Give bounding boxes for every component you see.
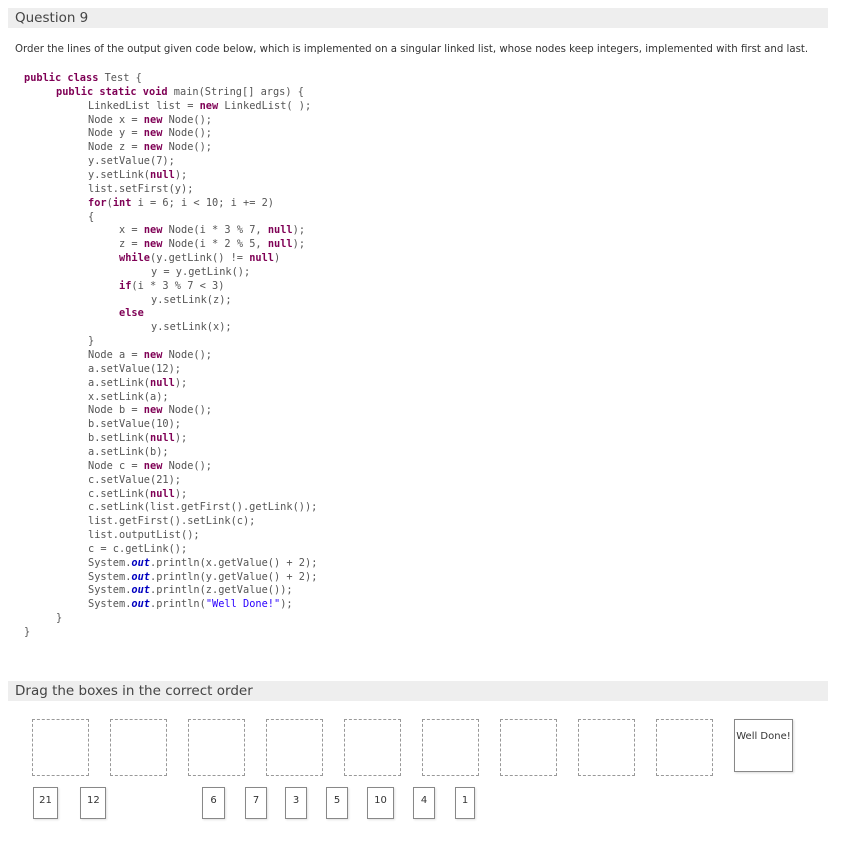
- drag-tile-label: Well Done!: [736, 731, 791, 742]
- drop-slot[interactable]: [110, 719, 167, 776]
- code-line: [119, 279, 224, 293]
- code-token: (: [106, 196, 113, 209]
- code-token: new: [199, 99, 225, 112]
- code-line: [88, 431, 187, 445]
- code-token: ): [274, 252, 281, 265]
- code-token: }: [24, 626, 31, 638]
- drop-slot[interactable]: [500, 719, 557, 776]
- code-token: );: [292, 238, 306, 251]
- code-token: );: [280, 598, 293, 611]
- drag-tile[interactable]: [33, 787, 58, 819]
- drag-tile[interactable]: [413, 787, 435, 819]
- code-token: c.setLink(: [88, 487, 150, 500]
- code-token: "Well Done!": [205, 598, 281, 611]
- code-line: [88, 417, 181, 431]
- code-token: Node(i * 2 % 5,: [168, 238, 268, 251]
- drop-slot[interactable]: [32, 719, 89, 776]
- code-line: [88, 196, 274, 210]
- code-token: int: [112, 196, 138, 209]
- code-token: new: [143, 459, 169, 472]
- drag-tile[interactable]: [202, 787, 225, 819]
- code-token: .println(z.getValue());: [150, 584, 293, 597]
- code-token: c.setValue(21);: [88, 473, 181, 486]
- code-token: System.: [88, 598, 132, 611]
- code-token: );: [174, 432, 188, 445]
- code-token: out: [131, 570, 151, 583]
- code-token: c.setLink(list.getFirst().getLink());: [88, 501, 318, 514]
- code-token: if: [119, 279, 132, 292]
- code-token: Node();: [168, 141, 213, 154]
- code-token: (y.getLink() !=: [150, 252, 250, 265]
- code-token: for: [88, 196, 107, 209]
- code-line: [119, 251, 280, 265]
- code-token: new: [143, 141, 169, 154]
- code-token: public class: [24, 72, 105, 84]
- code-token: y = y.getLink();: [151, 265, 251, 278]
- code-token: y.setLink(x);: [151, 321, 232, 334]
- code-token: b.setLink(: [88, 432, 150, 445]
- code-token: Node b =: [88, 404, 144, 417]
- drag-tile-well-done[interactable]: [734, 719, 793, 772]
- code-token: else: [119, 307, 144, 320]
- code-line: [24, 71, 142, 85]
- code-token: new: [143, 127, 169, 140]
- code-token: new: [143, 224, 169, 237]
- code-token: Node(i * 3 % 7,: [168, 224, 268, 237]
- code-line: [88, 362, 181, 376]
- question-title: Question 9: [15, 10, 89, 26]
- code-token: out: [131, 556, 151, 569]
- drag-tile-label: 4: [420, 795, 428, 806]
- code-token: new: [143, 113, 169, 126]
- code-token: null: [150, 487, 175, 500]
- drag-tile-label: 12: [87, 795, 100, 806]
- drop-slot[interactable]: [344, 719, 401, 776]
- code-token: }: [88, 335, 95, 348]
- code-line: [56, 611, 62, 625]
- drag-tile-label: 7: [252, 795, 260, 806]
- code-line: [56, 85, 304, 99]
- code-token: out: [131, 584, 151, 597]
- code-line: [88, 528, 200, 542]
- code-line: [88, 500, 317, 514]
- code-token: list.setFirst(y);: [88, 182, 194, 195]
- code-token: new: [143, 238, 169, 251]
- drag-section-header: [8, 681, 828, 701]
- code-line: [88, 154, 175, 168]
- code-token: while: [119, 252, 150, 265]
- code-token: .println(: [150, 598, 206, 611]
- code-token: );: [174, 487, 188, 500]
- code-line: [24, 625, 30, 639]
- code-token: LinkedList( );: [224, 99, 312, 112]
- code-token: y.setLink(: [88, 168, 150, 181]
- code-token: );: [174, 168, 188, 181]
- code-line: [88, 182, 193, 196]
- code-token: main(String[] args) {: [173, 85, 304, 98]
- code-token: y.setValue(7);: [88, 155, 175, 168]
- code-token: new: [143, 404, 169, 417]
- code-line: [88, 376, 187, 390]
- code-token: list.outputList();: [88, 529, 200, 542]
- code-line: [88, 487, 187, 501]
- code-line: [88, 210, 94, 224]
- code-token: System.: [88, 556, 132, 569]
- code-token: null: [150, 168, 175, 181]
- code-token: .println(x.getValue() + 2);: [150, 556, 318, 569]
- drop-slot[interactable]: [188, 719, 245, 776]
- code-token: Node();: [168, 459, 213, 472]
- drag-tile[interactable]: [326, 787, 348, 819]
- code-line: [88, 556, 317, 570]
- code-token: null: [267, 238, 293, 251]
- code-token: .println(y.getValue() + 2);: [150, 570, 318, 583]
- code-token: a.setLink(: [88, 376, 150, 389]
- code-token: i = 6; i < 10; i += 2): [137, 196, 275, 209]
- code-line: [88, 583, 293, 597]
- code-token: Node a =: [88, 349, 144, 361]
- code-line: [88, 473, 181, 487]
- drag-tile[interactable]: [455, 787, 475, 819]
- code-token: null: [150, 432, 175, 445]
- code-token: Node();: [168, 113, 213, 126]
- code-token: (i * 3 % 7 < 3): [131, 279, 225, 292]
- drag-tile-label: 10: [374, 795, 387, 806]
- code-line: [88, 348, 212, 362]
- code-line: [119, 223, 305, 237]
- code-token: c = c.getLink();: [88, 542, 188, 555]
- code-line: [119, 237, 305, 251]
- code-token: );: [174, 376, 188, 389]
- drop-slot[interactable]: [422, 719, 479, 776]
- drag-tile[interactable]: [285, 787, 307, 819]
- drag-tile[interactable]: [367, 787, 394, 819]
- code-token: out: [131, 598, 151, 611]
- code-token: b.setValue(10);: [88, 418, 181, 431]
- code-line: [119, 306, 144, 320]
- code-token: System.: [88, 570, 132, 583]
- code-line: [88, 597, 293, 611]
- code-line: [88, 459, 212, 473]
- code-line: [88, 99, 311, 113]
- drag-instructions: Drag the boxes in the correct order: [15, 683, 253, 699]
- code-line: [88, 113, 212, 127]
- code-token: System.: [88, 584, 132, 597]
- drag-tile-label: 21: [39, 795, 52, 806]
- drop-slot[interactable]: [266, 719, 323, 776]
- code-line: [88, 168, 187, 182]
- code-token: public static void: [56, 85, 174, 98]
- drag-tile[interactable]: [245, 787, 267, 819]
- code-token: null: [249, 252, 275, 265]
- code-line: [88, 403, 212, 417]
- code-line: [88, 570, 317, 584]
- code-line: [151, 265, 250, 279]
- code-token: }: [56, 612, 63, 625]
- code-token: {: [88, 210, 95, 223]
- code-token: Node();: [168, 349, 213, 361]
- code-line: [88, 126, 212, 140]
- question-prompt: Order the lines of the output given code below, which is implemented on a singular linked list, whose nodes keep integers, implemented with first and last.: [15, 44, 809, 55]
- code-token: z =: [119, 238, 144, 251]
- code-token: null: [267, 224, 293, 237]
- code-token: null: [150, 376, 175, 389]
- code-line: [88, 445, 169, 459]
- code-line: [88, 334, 94, 348]
- code-line: [88, 542, 187, 556]
- drag-tile[interactable]: [80, 787, 106, 819]
- drop-slot[interactable]: [656, 719, 713, 776]
- code-token: Node c =: [88, 459, 144, 472]
- code-token: x =: [119, 224, 144, 237]
- drag-tile-label: 5: [333, 795, 341, 806]
- drag-tile-label: 6: [210, 795, 217, 806]
- code-line: [151, 293, 232, 307]
- code-token: list.getFirst().setLink(c);: [88, 515, 256, 528]
- code-line: [88, 514, 255, 528]
- code-token: x.setLink(a);: [88, 390, 169, 403]
- code-token: y.setLink(z);: [151, 293, 232, 306]
- drag-tile-label: 1: [461, 795, 469, 806]
- code-token: Node x =: [88, 113, 144, 126]
- code-token: a.setLink(b);: [88, 445, 169, 458]
- code-token: Node y =: [88, 127, 144, 140]
- drop-slot[interactable]: [578, 719, 635, 776]
- code-token: LinkedList list =: [88, 99, 200, 112]
- code-token: Test {: [104, 72, 142, 84]
- code-line: [88, 390, 169, 404]
- code-line: [88, 140, 212, 154]
- code-token: Node();: [168, 404, 213, 417]
- code-token: Node z =: [88, 141, 144, 154]
- code-token: );: [292, 224, 306, 237]
- code-line: [151, 320, 232, 334]
- drag-tile-label: 3: [292, 795, 300, 806]
- question-header: [8, 8, 828, 28]
- code-token: Node();: [168, 127, 213, 140]
- code-token: new: [143, 349, 169, 361]
- code-token: a.setValue(12);: [88, 362, 181, 375]
